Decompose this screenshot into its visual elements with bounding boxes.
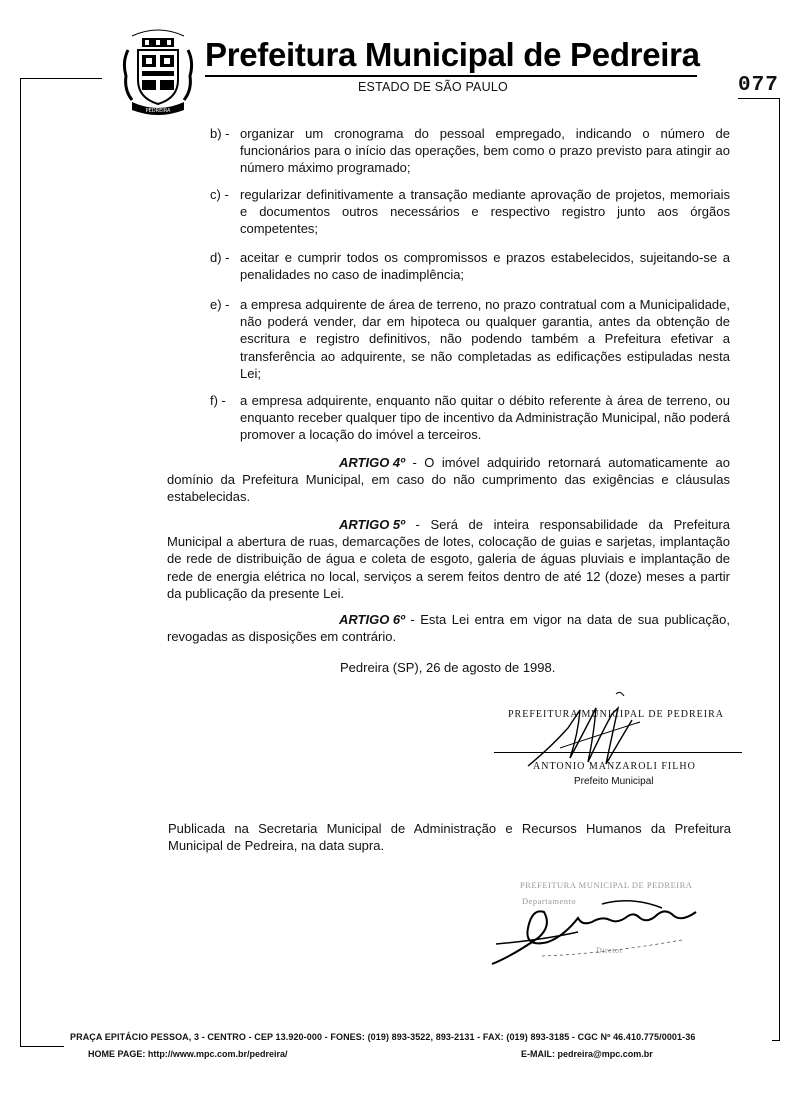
signature-stamp-name: ANTONIO MANZAROLI FILHO [533, 761, 696, 772]
article-label: ARTIGO 6º [339, 612, 405, 627]
list-item [210, 249, 730, 283]
item-label: b) - [210, 126, 230, 141]
secondary-stamp-org: PREFEITURA MUNICIPAL DE PEDREIRA [520, 880, 693, 890]
item-text: regularizar definitivamente a transação mediante aprovação de projetos, memoriais e documentos outros necessários e respectivo registro junto aos órgãos competentes; [240, 187, 730, 237]
frame-line-top-left [20, 78, 102, 79]
article-text: - O imóvel adquirido retornará automaticamente ao domínio da Prefeitura Municipal, em caso do não cumprimento das exigências e cláusulas estabelecidas. [167, 455, 730, 505]
header-state: ESTADO DE SÃO PAULO [358, 80, 508, 94]
signature-scribble-icon [520, 688, 660, 788]
frame-line-left [20, 78, 21, 1046]
article-text: - Será de inteira responsabilidade da Prefeitura Municipal a abertura de ruas, demarcações de lotes, colocação de guias e sarjetas, implantação de rede de distribuição de água e coleta de esgoto, galeria de águas pluviais e implantação de rede de energia elétrica no local, serviços a serem feitos dentro de até 12 (doze) meses a partir da publicação da presente Lei. [167, 517, 730, 601]
publication-note: Publicada na Secretaria Municipal de Administração e Recursos Humanos da Prefeitura Municipal de Pedreira, na data supra. [168, 821, 731, 854]
signature-scribble-icon [482, 882, 722, 972]
frame-line-bottom-right [772, 1040, 780, 1041]
footer-homepage: HOME PAGE: http://www.mpc.com.br/pedreira/ [88, 1049, 288, 1059]
header-rule [205, 75, 697, 77]
article-4 [167, 454, 730, 506]
signature-stamp-org: PREFEITURA MUNICIPAL DE PEDREIRA [508, 709, 724, 720]
list-item [210, 392, 730, 444]
article-label: ARTIGO 4º [339, 455, 405, 470]
page-number: 077 [738, 74, 779, 97]
item-label: d) - [210, 250, 230, 265]
article-label: ARTIGO 5º [339, 517, 405, 532]
article-6 [167, 611, 730, 645]
footer-address: PRAÇA EPITÁCIO PESSOA, 3 - CENTRO - CEP 13.920-000 - FONES: (019) 893-3522, 893-2131 - FAX: (019) 893-3185 - CGC Nº 46.410.775/0001-36 [70, 1032, 696, 1042]
article-5 [167, 516, 730, 602]
svg-text:PEDREIRA: PEDREIRA [145, 108, 171, 114]
page-title: Prefeitura Municipal de Pedreira [205, 36, 700, 73]
item-text: a empresa adquirente de área de terreno, no prazo contratual com a Municipalidade, não poderá vender, dar em hipoteca ou qualquer garantia, antes da obtenção de escritura e registro definitivos, não podendo também a Prefeitura efetivar a transferência ao adquirente, se não completadas as edificações estipuladas nesta Lei; [240, 297, 730, 381]
frame-line-top-right [738, 98, 780, 99]
article-text: - Esta Lei entra em vigor na data de sua publicação, revogadas as disposições em contrário. [167, 612, 730, 645]
item-text: a empresa adquirente, enquanto não quitar o débito referente à área de terreno, ou enquanto receber qualquer tipo de incentivo da Administração Municipal, não poderá promover a locação do imóvel a terceiros. [240, 393, 730, 443]
secondary-stamp-dept: Departamento [522, 896, 577, 906]
coat-of-arms-icon [118, 28, 198, 120]
frame-line-right [779, 98, 780, 1040]
list-item [210, 296, 730, 382]
signature-stamp-role: Prefeito Municipal [574, 776, 654, 787]
list-item [210, 186, 730, 238]
frame-line-bottom-left [20, 1046, 64, 1047]
secondary-stamp-role: Diretor [596, 946, 623, 955]
item-text: aceitar e cumprir todos os compromissos e prazos estabelecidos, sujeitando-se a penalidades no caso de inadimplência; [240, 250, 730, 283]
list-item [210, 125, 730, 177]
item-text: organizar um cronograma do pessoal empregado, indicando o número de funcionários para o início das operações, bem como o prazo previsto para atingir ao número máximo programado; [240, 126, 730, 176]
item-label: f) - [210, 393, 226, 408]
footer-email: E-MAIL: pedreira@mpc.com.br [521, 1049, 653, 1059]
date-line: Pedreira (SP), 26 de agosto de 1998. [340, 660, 556, 675]
item-label: e) - [210, 297, 230, 312]
item-label: c) - [210, 187, 229, 202]
